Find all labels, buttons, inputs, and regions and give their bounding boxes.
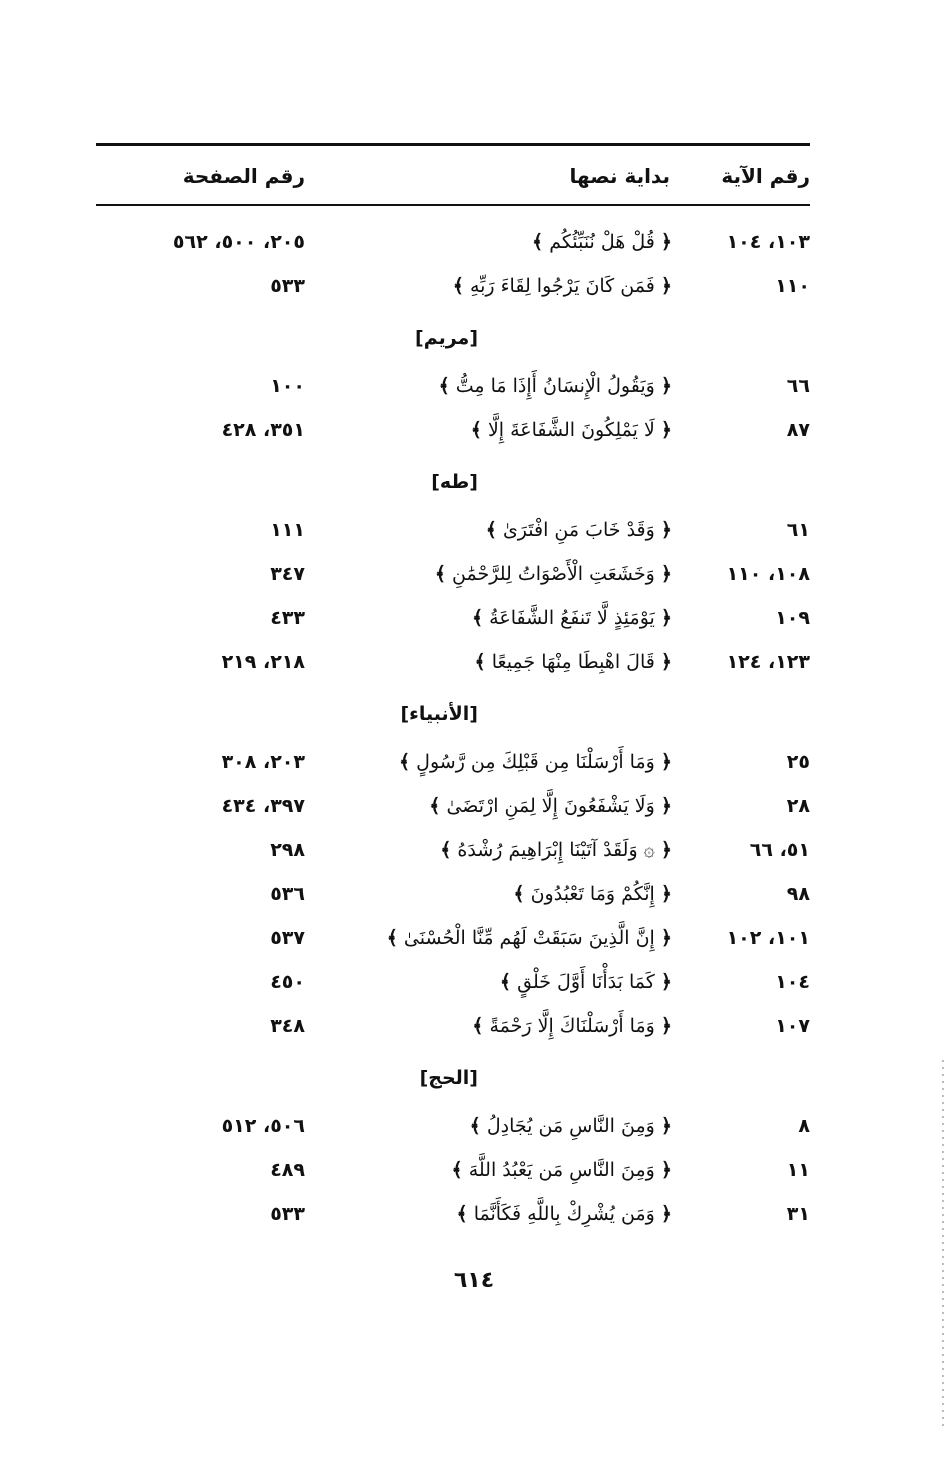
verse-text: إِنَّكُمْ وَمَا تَعْبُدُونَ xyxy=(530,883,655,905)
ayah-number: ١٠٩ xyxy=(775,607,810,629)
ornate-brace-close: ﴾ xyxy=(472,1015,484,1037)
verse-text: وَمِنَ النَّاسِ مَن يُجَادِلُ xyxy=(486,1115,655,1137)
index-row xyxy=(96,640,810,684)
index-row xyxy=(96,1148,810,1192)
ayah-number: ١٠٨، ١١٠ xyxy=(726,563,810,585)
ornate-brace-open: ﴿ xyxy=(660,971,672,993)
verse-text: فَمَن كَانَ يَرْجُوا لِقَاءَ رَبِّهِ xyxy=(469,275,655,297)
ayah-number: ١٠١، ١٠٢ xyxy=(726,927,810,949)
ornate-brace-close: ﴾ xyxy=(429,795,441,817)
ayah-number: ٥١، ٦٦ xyxy=(749,839,810,861)
verse-text: قَالَ اهْبِطَا مِنْهَا جَمِيعًا xyxy=(491,651,655,673)
ornate-brace-open: ﴿ xyxy=(660,927,672,949)
ornate-brace-open: ﴿ xyxy=(660,1203,672,1225)
ornate-brace-open: ﴿ xyxy=(660,231,672,253)
ornate-brace-close: ﴾ xyxy=(434,563,446,585)
ornate-brace-open: ﴿ xyxy=(660,519,672,541)
verse-text: كَمَا بَدَأْنَا أَوَّلَ خَلْقٍ xyxy=(517,971,655,993)
verse-text: وَمَا أَرْسَلْنَا مِن قَبْلِكَ مِن رَّسُولٍ xyxy=(416,751,655,773)
index-row xyxy=(96,552,810,596)
page-references: ٢١٨، ٢١٩ xyxy=(221,651,305,673)
verse-text: وَمَا أَرْسَلْنَاكَ إِلَّا رَحْمَةً xyxy=(489,1015,655,1037)
verse-text: وَقَدْ خَابَ مَنِ افْتَرَىٰ xyxy=(502,519,655,541)
ornate-brace-open: ﴿ xyxy=(660,883,672,905)
ornate-brace-close: ﴾ xyxy=(438,375,450,397)
verse-opening xyxy=(472,596,672,640)
page-references: ٣٩٧، ٤٣٤ xyxy=(221,795,305,817)
page-references: ٣٤٨ xyxy=(270,1015,305,1037)
page-references: ٤٥٠ xyxy=(270,971,305,993)
ornate-brace-open: ﴿ xyxy=(660,651,672,673)
ornate-brace-close: ﴾ xyxy=(440,839,452,861)
ayah-number: ٢٥ xyxy=(786,751,810,773)
ornate-brace-open: ﴿ xyxy=(660,1115,672,1137)
page-references: ١٠٠ xyxy=(270,375,305,397)
verse-opening xyxy=(429,784,672,828)
verse-opening xyxy=(435,552,672,596)
index-row xyxy=(96,364,810,408)
verse-opening xyxy=(387,916,672,960)
page-references: ٤٨٩ xyxy=(270,1159,305,1181)
index-table-body xyxy=(96,220,810,1236)
page-references: ٥٣٣ xyxy=(270,275,305,297)
ayah-number: ٨ xyxy=(798,1115,810,1137)
verse-opening xyxy=(470,1104,672,1148)
ornate-brace-close: ﴾ xyxy=(386,927,398,949)
ornate-brace-open: ﴿ xyxy=(660,563,672,585)
verse-opening xyxy=(472,1004,672,1048)
page-references: ٥٣٧ xyxy=(270,927,305,949)
verse-opening xyxy=(440,828,672,872)
verse-opening xyxy=(486,508,672,552)
ayah-number: ١٢٣، ١٢٤ xyxy=(726,651,810,673)
top-rule xyxy=(96,143,810,146)
page-references: ١١١ xyxy=(270,519,305,541)
verse-text: وَلَا يَشْفَعُونَ إِلَّا لِمَنِ ارْتَضَىٰ xyxy=(446,795,655,817)
text-column-header: بداية نصها xyxy=(569,164,670,188)
ornate-brace-close: ﴾ xyxy=(532,231,544,253)
index-row xyxy=(96,264,810,308)
ornate-brace-open: ﴿ xyxy=(660,375,672,397)
ornate-brace-close: ﴾ xyxy=(499,971,512,993)
header-rule xyxy=(96,204,810,206)
ayah-number: ٩٨ xyxy=(786,883,810,905)
page-references: ٥٣٦ xyxy=(270,883,305,905)
page-references: ٥٠٦، ٥١٢ xyxy=(221,1115,305,1137)
ayah-number: ٨٧ xyxy=(786,419,810,441)
ornate-brace-close: ﴾ xyxy=(456,1203,468,1225)
ayah-number: ١١٠ xyxy=(775,275,810,297)
verse-text: وَمَن يُشْرِكْ بِاللَّهِ فَكَأَنَّمَا xyxy=(473,1203,655,1225)
verse-opening xyxy=(439,364,672,408)
ornate-brace-open: ﴿ xyxy=(660,275,672,297)
ayah-number: ١٠٧ xyxy=(775,1015,810,1037)
verse-opening xyxy=(500,960,672,1004)
surah-section-heading xyxy=(96,452,810,508)
page-number: ٦١٤ xyxy=(453,1268,495,1293)
verse-opening xyxy=(471,408,672,452)
index-row xyxy=(96,1004,810,1048)
ayah-number: ١٠٣، ١٠٤ xyxy=(726,231,810,253)
index-row xyxy=(96,916,810,960)
verse-opening xyxy=(532,220,672,264)
verse-opening xyxy=(399,740,672,784)
page-references: ٢٩٨ xyxy=(270,839,305,861)
scan-edge-marks xyxy=(942,1060,944,1430)
verse-text: إِنَّ الَّذِينَ سَبَقَتْ لَهُم مِّنَّا الْحُسْنَىٰ xyxy=(403,927,655,949)
surah-title: [طه] xyxy=(431,471,478,493)
ornate-brace-open: ﴿ xyxy=(660,751,672,773)
index-row xyxy=(96,872,810,916)
ayah-number: ١١ xyxy=(786,1159,810,1181)
ornate-brace-open: ﴿ xyxy=(660,419,672,441)
index-row xyxy=(96,220,810,264)
verse-text: يَوْمَئِذٍ لَّا تَنفَعُ الشَّفَاعَةُ xyxy=(489,607,655,629)
verse-opening xyxy=(513,872,672,916)
verse-opening xyxy=(457,1192,672,1236)
page-references: ٣٥١، ٤٢٨ xyxy=(221,419,305,441)
index-row xyxy=(96,784,810,828)
verse-text: وَمِنَ النَّاسِ مَن يَعْبُدُ اللَّهَ xyxy=(468,1159,655,1181)
ayah-number: ١٠٤ xyxy=(775,971,810,993)
surah-title: [مريم] xyxy=(415,327,478,349)
page-column-header: رقم الصفحة xyxy=(182,164,305,188)
ornate-brace-open: ﴿ xyxy=(660,607,672,629)
ornate-brace-close: ﴾ xyxy=(398,751,411,773)
page-references: ٣٤٧ xyxy=(270,563,305,585)
index-row xyxy=(96,1104,810,1148)
index-row xyxy=(96,828,810,872)
ayah-number: ٢٨ xyxy=(786,795,810,817)
index-row xyxy=(96,1192,810,1236)
ornate-brace-open: ﴿ xyxy=(660,1015,672,1037)
ornate-brace-close: ﴾ xyxy=(485,519,497,541)
ornate-brace-close: ﴾ xyxy=(474,651,486,673)
index-row xyxy=(96,508,810,552)
index-row xyxy=(96,596,810,640)
ornate-brace-close: ﴾ xyxy=(470,419,482,441)
verse-text: ۞ وَلَقَدْ آتَيْنَا إِبْرَاهِيمَ رُشْدَهُ xyxy=(457,839,655,861)
index-row xyxy=(96,740,810,784)
verse-text: وَيَقُولُ الْإِنسَانُ أَإِذَا مَا مِتُّ xyxy=(455,375,655,397)
ornate-brace-open: ﴿ xyxy=(660,795,672,817)
surah-section-heading xyxy=(96,684,810,740)
verse-opening xyxy=(452,1148,672,1192)
ornate-brace-open: ﴿ xyxy=(660,839,672,861)
page-references: ٢٠٣، ٣٠٨ xyxy=(221,751,305,773)
ayah-number: ٦٦ xyxy=(786,375,810,397)
verse-text: وَخَشَعَتِ الْأَصْوَاتُ لِلرَّحْمَٰنِ xyxy=(452,563,655,585)
ornate-brace-close: ﴾ xyxy=(451,1159,463,1181)
verse-opening xyxy=(475,640,672,684)
surah-title: [الأنبياء] xyxy=(400,703,478,725)
verse-opening xyxy=(453,264,672,308)
surah-title: [الحج] xyxy=(419,1067,478,1089)
ornate-brace-close: ﴾ xyxy=(452,275,464,297)
page-references: ٤٣٣ xyxy=(270,607,305,629)
ornate-brace-close: ﴾ xyxy=(471,607,484,629)
surah-section-heading xyxy=(96,1048,810,1104)
surah-section-heading xyxy=(96,308,810,364)
page-references: ٢٠٥، ٥٠٠، ٥٦٢ xyxy=(172,231,305,253)
ornate-brace-close: ﴾ xyxy=(469,1115,481,1137)
verse-text: قُلْ هَلْ نُنَبِّئُكُم xyxy=(549,231,655,253)
page-references: ٥٣٣ xyxy=(270,1203,305,1225)
ayah-number: ٣١ xyxy=(786,1203,810,1225)
ayah-number: ٦١ xyxy=(786,519,810,541)
index-row xyxy=(96,960,810,1004)
ayah-column-header: رقم الآية xyxy=(721,164,810,188)
index-row xyxy=(96,408,810,452)
ornate-brace-open: ﴿ xyxy=(660,1159,672,1181)
table-header xyxy=(96,158,810,194)
ornate-brace-close: ﴾ xyxy=(513,883,525,905)
verse-text: لَا يَمْلِكُونَ الشَّفَاعَةَ إِلَّا xyxy=(487,419,655,441)
